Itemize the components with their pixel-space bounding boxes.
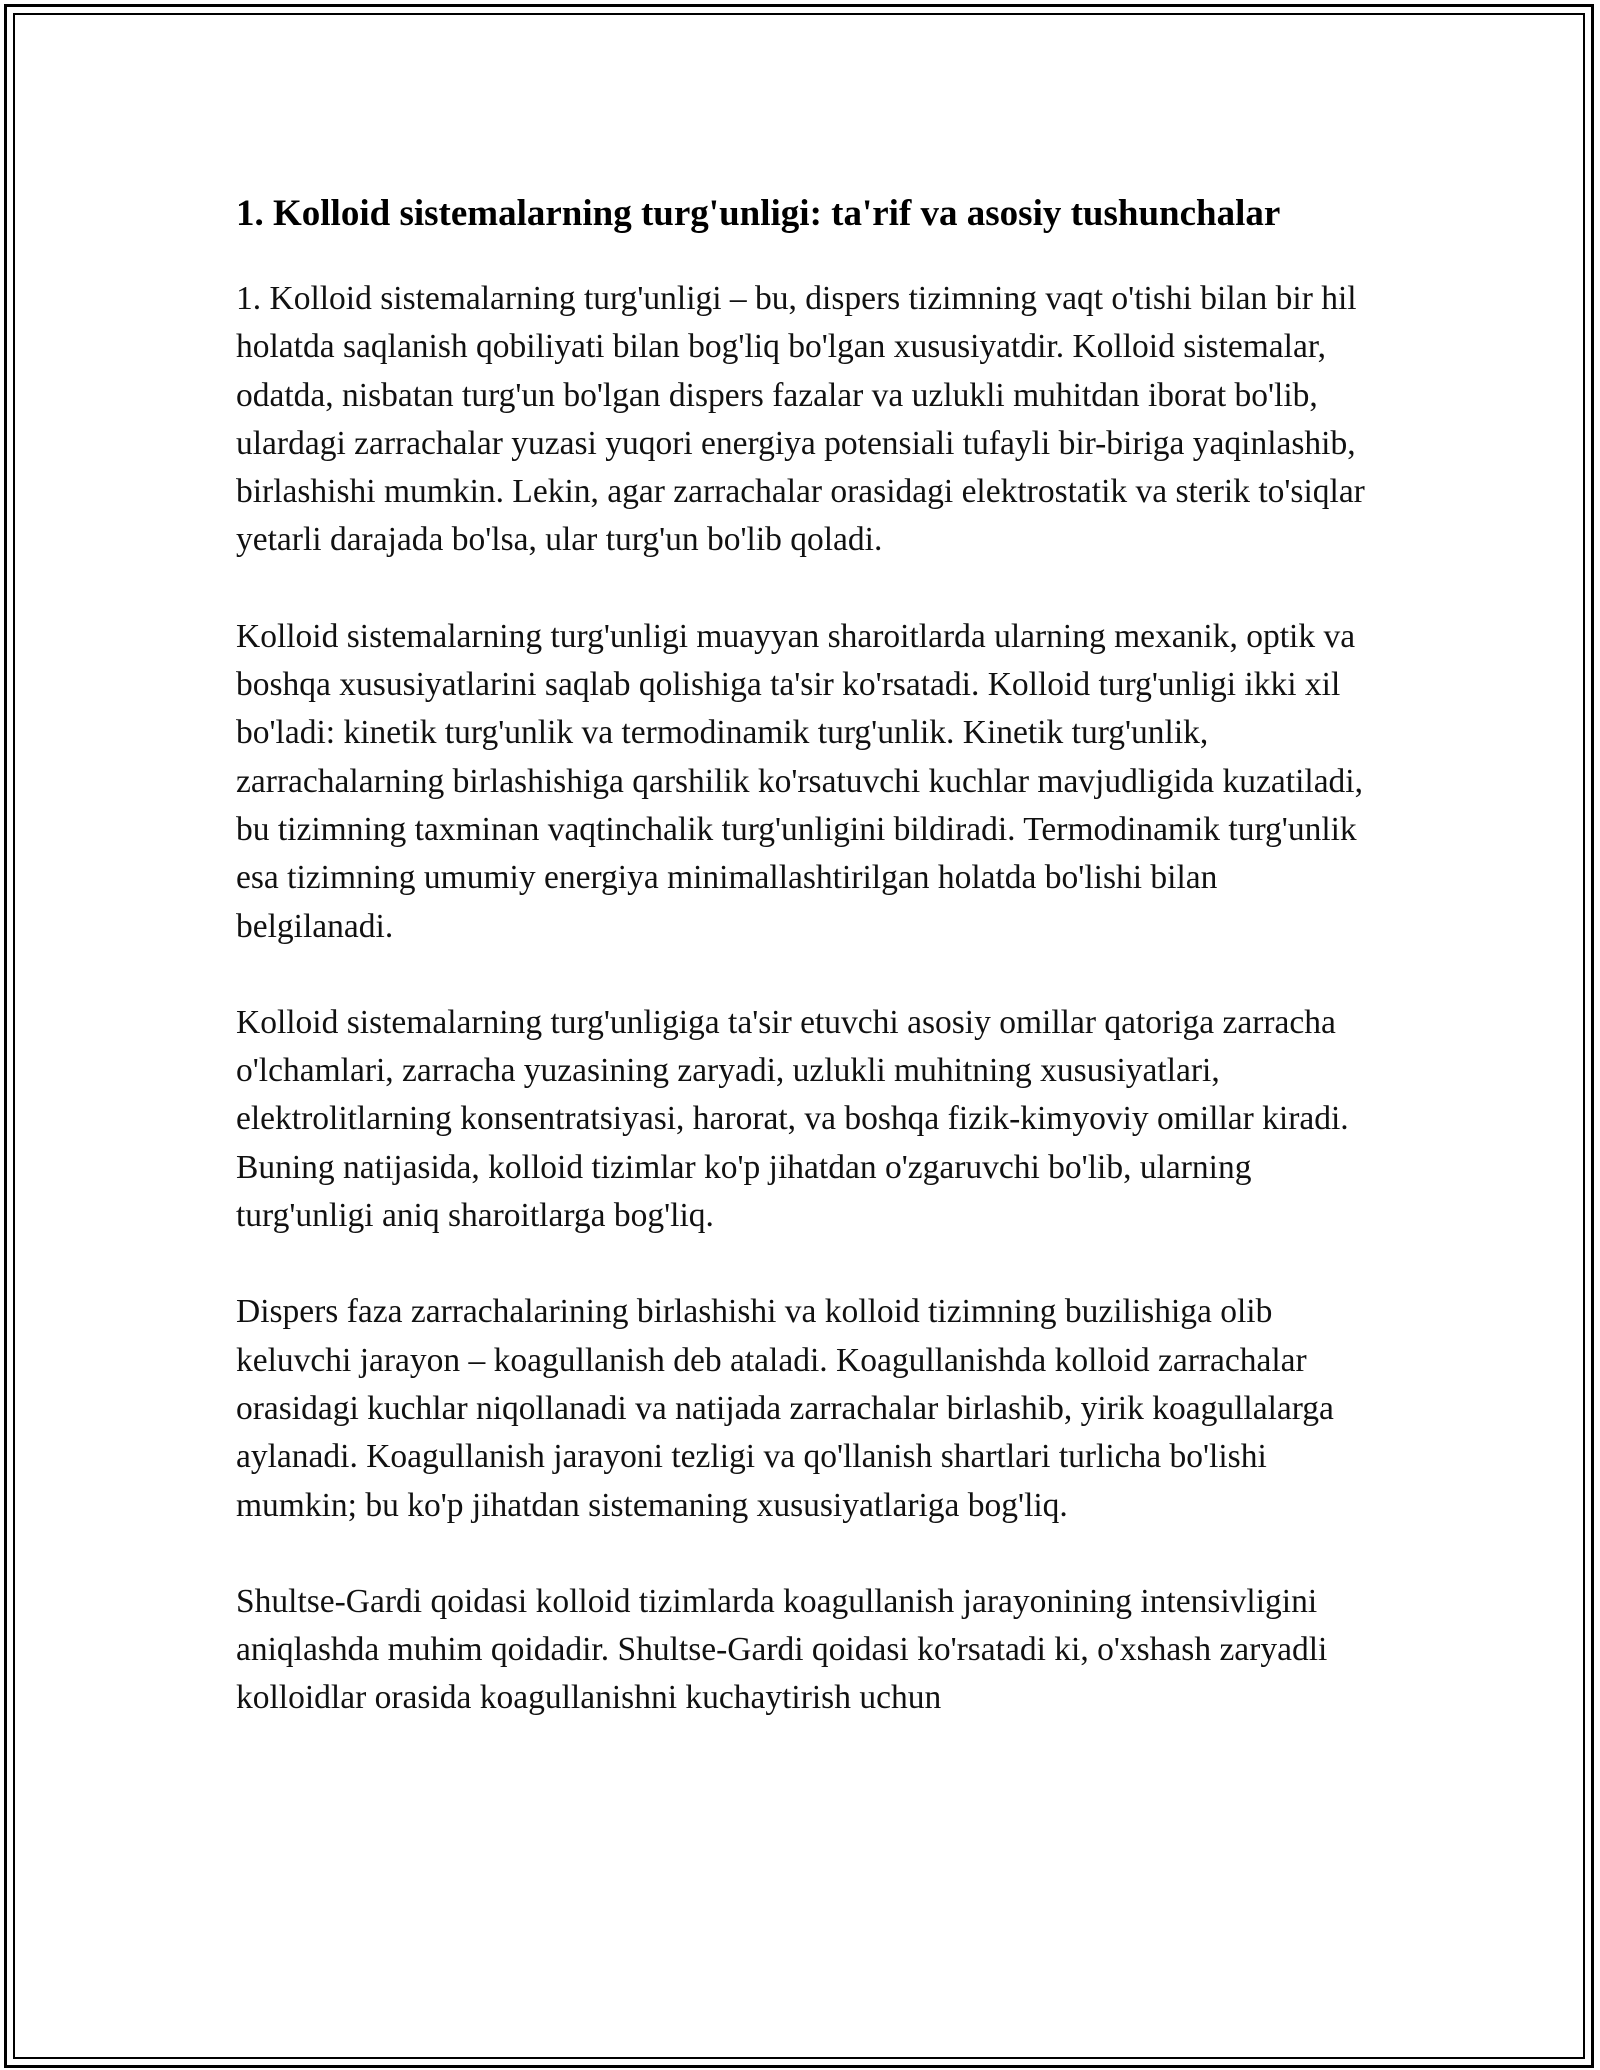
document-body <box>236 186 1376 1771</box>
paragraph-4: Dispers faza zarrachalarining birlashishi va kolloid tizimning buzilishiga olib keluvchi jarayon – koagullanish deb ataladi. Koagullanishda kolloid zarrachalar orasidagi kuchlar niqollanadi va natijada zarrachalar birlashib, yirik koagullalarga aylanadi. Koagullanish jarayoni tezligi va qo'llanish shartlari turlicha bo'lishi mumkin; bu ko'p jihatdan sistemaning xususiyatlariga bog'liq. <box>236 1293 1334 1524</box>
paragraph-2: Kolloid sistemalarning turg'unligi muayyan sharoitlarda ularning mexanik, optik va boshqa xususiyatlarini saqlab qolishiga ta'sir ko'rsatadi. Kolloid turg'unligi ikki xil bo'ladi: kinetik turg'unlik va termodinamik turg'unlik. Kinetik turg'unlik, zarrachalarning birlashishiga qarshilik ko'rsatuvchi kuchlar mavjudligida kuzatiladi, bu tizimning taxminan vaqtinchalik turg'unligini bildiradi. Termodinamik turg'unlik esa tizimning umumiy energiya minimallashtirilgan holatda bo'lishi bilan belgilanadi. <box>236 617 1363 945</box>
paragraph-5: Shultse-Gardi qoidasi kolloid tizimlarda koagullanish jarayonining intensivligini aniqlashda muhim qoidadir. Shultse-Gardi qoidasi ko'rsatadi ki, o'xshash zaryadli kolloidlar orasida koagullanishni kuchaytirish uchun <box>236 1582 1328 1717</box>
paragraph-1: 1. Kolloid sistemalarning turg'unligi – bu, dispers tizimning vaqt o'tishi bilan bir hil holatda saqlanish qobiliyati bilan bog'liq bo'lgan xususiyatdir. Kolloid sistemalar, odatda, nisbatan turg'un bo'lgan dispers fazalar va uzlukli muhitdan iborat bo'lib, ulardagi zarrachalar yuzasi yuqori energiya potensiali tufayli bir-biriga yaqinlashib, birlashishi mumkin. Lekin, agar zarrachalar orasidagi elektrostatik va sterik to'siqlar yetarli darajada bo'lsa, ular turg'un bo'lib qoladi. <box>236 280 1365 559</box>
paragraph-3: Kolloid sistemalarning turg'unligiga ta'sir etuvchi asosiy omillar qatoriga zarracha o'lchamlari, zarracha yuzasining zaryadi, uzlukli muhitning xususiyatlari, elektrolitlarning konsentratsiyasi, harorat, va boshqa fizik-kimyoviy omillar kiradi. Buning natijasida, kolloid tizimlar ko'p jihatdan o'zgaruvchi bo'lib, ularning turg'unligi aniq sharoitlarga bog'liq. <box>236 1003 1349 1235</box>
section-heading: 1. Kolloid sistemalarning turg'unligi: ta'rif va asosiy tushunchalar <box>236 193 1281 234</box>
